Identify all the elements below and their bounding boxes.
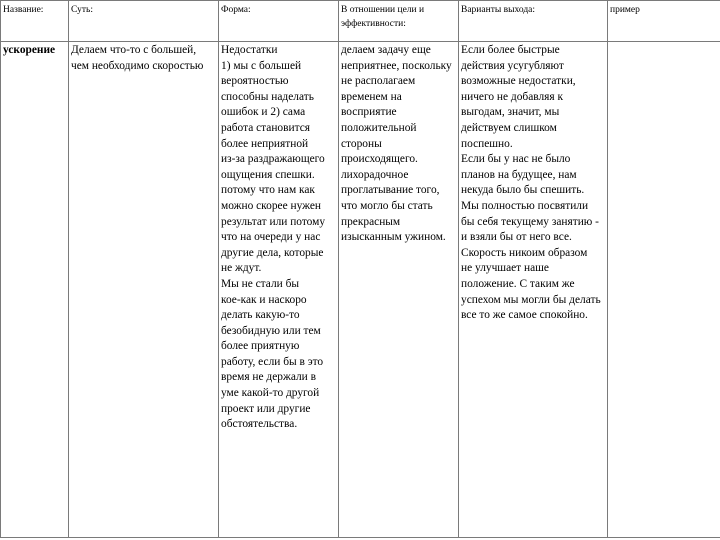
header-example: [608, 1, 720, 42]
cell-name-text: ускорение: [3, 44, 56, 56]
cell-form-text: Недостатки 1) мы с большей вероятностью способны наделать ошибок и 2) сама работа становится более неприятной из-за раздражающего ощущения спешки. потому что нам как можно скорее нужен результат или потому что на очереди у нас другие дела, которые не ждут. Мы не стали бы кое-как и наскоро делать какую-то безобидную или тем более приятную работу, если бы в это время не держали в уме какой-то другой проект или другие обстоятельства.: [221, 44, 326, 431]
header-name-label: Название:: [3, 5, 44, 15]
cell-exits: [459, 42, 608, 538]
cell-exits-text: Если более быстрые действия усугубляют возможные недостатки, ничего не добавляя к выгодам, значит, мы действуем слишком поспешно. Если бы у нас не было планов на будущее, нам некуда было бы спешить. Мы полностью посвятили бы себя текущему занятию - и взяли бы от него все. Скорость никоим образом не улучшает наше положение. С таким же успехом мы могли бы делать все то же самое спокойно.: [461, 44, 601, 322]
header-essence-label: Суть:: [71, 5, 93, 15]
cell-form: [219, 42, 339, 538]
header-form-label: Форма:: [221, 5, 251, 15]
header-essence: [69, 1, 219, 42]
header-goal: [339, 1, 459, 42]
cell-goal-text: делаем задачу еще неприятнее, поскольку не располагаем временем на восприятие положительной стороны происходящего. лихорадочное проглатывание того, что могло бы стать прекрасным изысканным ужином.: [341, 44, 452, 244]
header-exits-label: Варианты выхода:: [461, 5, 536, 15]
cell-essence-text: Делаем что-то с большей, чем необходимо скоростью: [71, 44, 204, 72]
header-goal-label: В отношении цели и эффективности:: [341, 5, 425, 29]
header-row: [1, 1, 720, 42]
cell-goal: [339, 42, 459, 538]
header-exits: [459, 1, 608, 42]
table-row: [1, 42, 720, 538]
header-name: [1, 1, 69, 42]
header-form: [219, 1, 339, 42]
header-example-label: пример: [610, 5, 640, 15]
cell-name: [1, 42, 69, 538]
cell-example: [608, 42, 720, 538]
cell-essence: [69, 42, 219, 538]
